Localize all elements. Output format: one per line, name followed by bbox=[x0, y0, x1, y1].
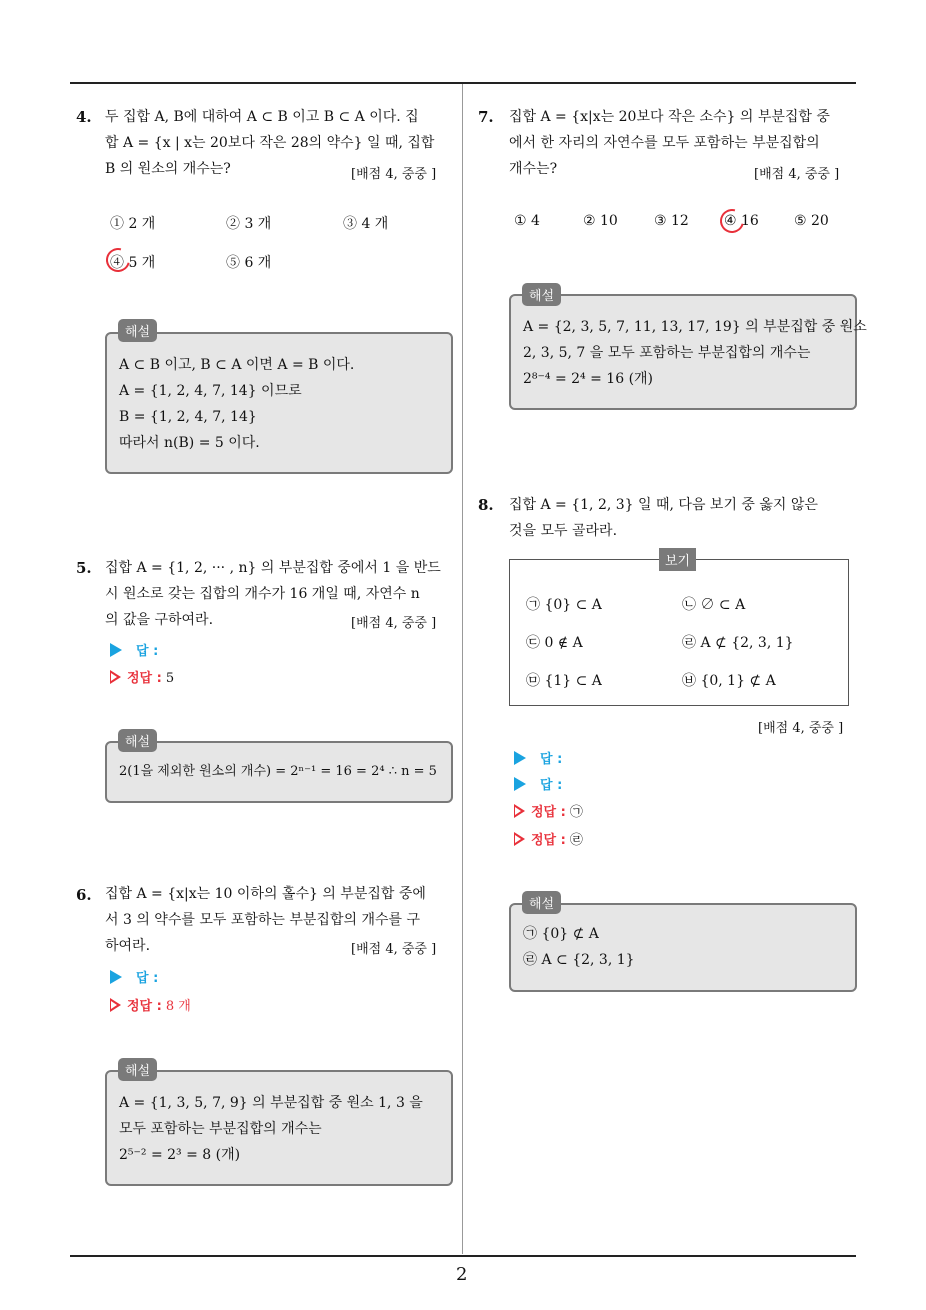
q4-exp-line-1: A ⊂ B 이고, B ⊂ A 이면 A = B 이다. bbox=[119, 357, 355, 373]
q7-line-2: 에서 한 자리의 자연수를 모두 포함하는 부분집합의 bbox=[509, 135, 820, 151]
q7-explanation-tag: 해설 bbox=[522, 283, 561, 306]
question-4-number: 4. bbox=[76, 108, 92, 126]
play-icon bbox=[110, 643, 122, 657]
question-8-number: 8. bbox=[478, 496, 494, 514]
q4-choice-2[interactable]: ② 3 개 bbox=[226, 216, 272, 232]
question-7-number: 7. bbox=[478, 108, 494, 126]
q6-solution-label: 정답 : bbox=[127, 999, 162, 1014]
q4-line-3: B 의 원소의 개수는? bbox=[105, 161, 231, 177]
q8-solution-label-2: 정답 : bbox=[531, 833, 566, 848]
q4-line-2: 합 A = {x | x는 20보다 작은 28의 약수} 일 때, 집합 bbox=[105, 135, 435, 151]
q8-line-2: 것을 모두 골라라. bbox=[509, 523, 618, 539]
q5-line-2: 시 원소로 갖는 집합의 개수가 16 개일 때, 자연수 n bbox=[105, 586, 420, 602]
q7-line-3: 개수는? bbox=[509, 161, 558, 177]
q7-choice-2[interactable]: ② 10 bbox=[583, 213, 618, 229]
q8-exp-line-2: ㉣ A ⊂ {2, 3, 1} bbox=[523, 952, 635, 968]
q7-exp-line-3: 2⁸⁻⁴ = 2⁴ = 16 (개) bbox=[523, 371, 654, 387]
q4-explanation-tag: 해설 bbox=[118, 319, 157, 342]
play-icon bbox=[514, 751, 526, 765]
q7-choice-5[interactable]: ⑤ 20 bbox=[794, 213, 829, 229]
q6-answer-label: 답 : bbox=[136, 971, 159, 986]
q6-solution-value: 8 개 bbox=[165, 999, 191, 1014]
q8-answer-label-1: 답 : bbox=[540, 752, 563, 767]
q8-score: [배점 4, 중중 ] bbox=[758, 721, 844, 736]
q5-line-1: 집합 A = {1, 2, ··· , n} 의 부분집합 중에서 1 을 반드 bbox=[105, 560, 441, 576]
q5-answer-label: 답 : bbox=[136, 644, 159, 659]
q7-choice-4[interactable]: ④ 16 bbox=[724, 213, 759, 229]
q6-exp-line-3: 2⁵⁻² = 2³ = 8 (개) bbox=[119, 1147, 241, 1163]
q6-explanation-tag: 해설 bbox=[118, 1058, 157, 1081]
top-rule bbox=[70, 82, 856, 84]
q5-explanation-body: 2(1을 제외한 원소의 개수) = 2ⁿ⁻¹ = 16 = 2⁴ ∴ n = 5 bbox=[119, 764, 437, 779]
q8-explanation-body bbox=[523, 921, 635, 973]
q4-choice-5[interactable]: ⑤ 6 개 bbox=[226, 255, 272, 271]
q8-answer-field-2[interactable] bbox=[514, 774, 562, 793]
outline-triangle-icon bbox=[514, 804, 525, 818]
q5-solution-label: 정답 : bbox=[127, 671, 162, 686]
q5-solution-value: 5 bbox=[165, 671, 175, 686]
q5-line-3: 의 값을 구하여라. bbox=[105, 612, 214, 628]
q8-solution-2 bbox=[514, 829, 583, 848]
column-divider bbox=[462, 84, 463, 1254]
q4-exp-line-3: B = {1, 2, 4, 7, 14} bbox=[119, 409, 257, 425]
q4-explanation-box bbox=[105, 332, 453, 474]
q6-score: [배점 4, 중중 ] bbox=[351, 942, 437, 957]
outline-triangle-icon bbox=[514, 832, 525, 846]
q5-explanation-tag: 해설 bbox=[118, 729, 157, 752]
q6-answer-field[interactable] bbox=[110, 967, 158, 986]
q8-bogi-box bbox=[509, 559, 849, 706]
q4-choice-1[interactable]: ① 2 개 bbox=[110, 216, 156, 232]
q5-score: [배점 4, 중중 ] bbox=[351, 616, 437, 631]
question-5-number: 5. bbox=[76, 559, 92, 577]
q6-explanation-box bbox=[105, 1070, 453, 1186]
q6-solution bbox=[110, 995, 191, 1014]
q6-exp-line-2: 모두 포함하는 부분집합의 개수는 bbox=[119, 1121, 322, 1137]
bogi-item-3: ㉢ 0 ∉ A bbox=[526, 635, 583, 651]
q8-bogi-tag: 보기 bbox=[659, 548, 696, 571]
q4-choice-4[interactable]: ④ 5 개 bbox=[110, 255, 156, 271]
q6-line-3: 하여라. bbox=[105, 938, 151, 954]
q4-explanation-body bbox=[119, 352, 354, 456]
q8-solution-value-1: ㉠ bbox=[569, 805, 583, 820]
q8-line-1: 집합 A = {1, 2, 3} 일 때, 다음 보기 중 옳지 않은 bbox=[509, 497, 818, 513]
play-icon bbox=[110, 970, 122, 984]
q4-line-1: 두 집합 A, B에 대하여 A ⊂ B 이고 B ⊂ A 이다. 집 bbox=[105, 109, 419, 125]
bottom-rule bbox=[70, 1255, 856, 1257]
page-number: 2 bbox=[456, 1264, 468, 1285]
q7-answer-circle-mark bbox=[716, 205, 749, 238]
q8-solution-value-2: ㉣ bbox=[569, 833, 583, 848]
q7-explanation-box bbox=[509, 294, 867, 410]
q5-solution bbox=[110, 667, 174, 686]
q8-answer-field-1[interactable] bbox=[514, 748, 562, 767]
q7-choice-3[interactable]: ③ 12 bbox=[654, 213, 689, 229]
q7-exp-line-1: A = {2, 3, 5, 7, 11, 13, 17, 19} 의 부분집합 중 원소 bbox=[523, 319, 867, 335]
play-icon bbox=[514, 777, 526, 791]
q4-exp-line-4: 따라서 n(B) = 5 이다. bbox=[119, 435, 260, 451]
bogi-item-2: ㉡ ∅ ⊂ A bbox=[682, 597, 746, 613]
q8-solution-1 bbox=[514, 801, 583, 820]
q4-exp-line-2: A = {1, 2, 4, 7, 14} 이므로 bbox=[119, 383, 302, 399]
bogi-item-5: ㉤ {1} ⊂ A bbox=[526, 673, 602, 689]
q4-choice-3[interactable]: ③ 4 개 bbox=[343, 216, 389, 232]
q8-explanation-box bbox=[509, 903, 857, 992]
question-8-text bbox=[509, 492, 818, 544]
q6-line-2: 서 3 의 약수를 모두 포함하는 부분집합의 개수를 구 bbox=[105, 912, 420, 928]
q7-choice-1[interactable]: ① 4 bbox=[514, 213, 540, 229]
q6-exp-line-1: A = {1, 3, 5, 7, 9} 의 부분집합 중 원소 1, 3 을 bbox=[119, 1095, 423, 1111]
q8-solution-label-1: 정답 : bbox=[531, 805, 566, 820]
outline-triangle-icon bbox=[110, 998, 121, 1012]
q7-line-1: 집합 A = {x|x는 20보다 작은 소수} 의 부분집합 중 bbox=[509, 109, 830, 125]
q8-explanation-tag: 해설 bbox=[522, 891, 561, 914]
q6-explanation-body bbox=[119, 1090, 423, 1168]
q7-explanation-body bbox=[523, 314, 867, 392]
bogi-item-6: ㉥ {0, 1} ⊄ A bbox=[682, 673, 776, 689]
q7-score: [배점 4, 중중 ] bbox=[754, 167, 840, 182]
q4-score: [배점 4, 중중 ] bbox=[351, 167, 437, 182]
q7-exp-line-2: 2, 3, 5, 7 을 모두 포함하는 부분집합의 개수는 bbox=[523, 345, 811, 361]
q8-exp-line-1: ㉠ {0} ⊄ A bbox=[523, 926, 599, 942]
q5-explanation-box bbox=[105, 741, 453, 803]
q5-answer-field[interactable] bbox=[110, 640, 158, 659]
q8-answer-label-2: 답 : bbox=[540, 778, 563, 793]
question-6-number: 6. bbox=[76, 886, 92, 904]
outline-triangle-icon bbox=[110, 670, 121, 684]
bogi-item-1: ㉠ {0} ⊂ A bbox=[526, 597, 602, 613]
bogi-item-4: ㉣ A ⊄ {2, 3, 1} bbox=[682, 635, 794, 651]
q6-line-1: 집합 A = {x|x는 10 이하의 홀수} 의 부분집합 중에 bbox=[105, 886, 426, 902]
